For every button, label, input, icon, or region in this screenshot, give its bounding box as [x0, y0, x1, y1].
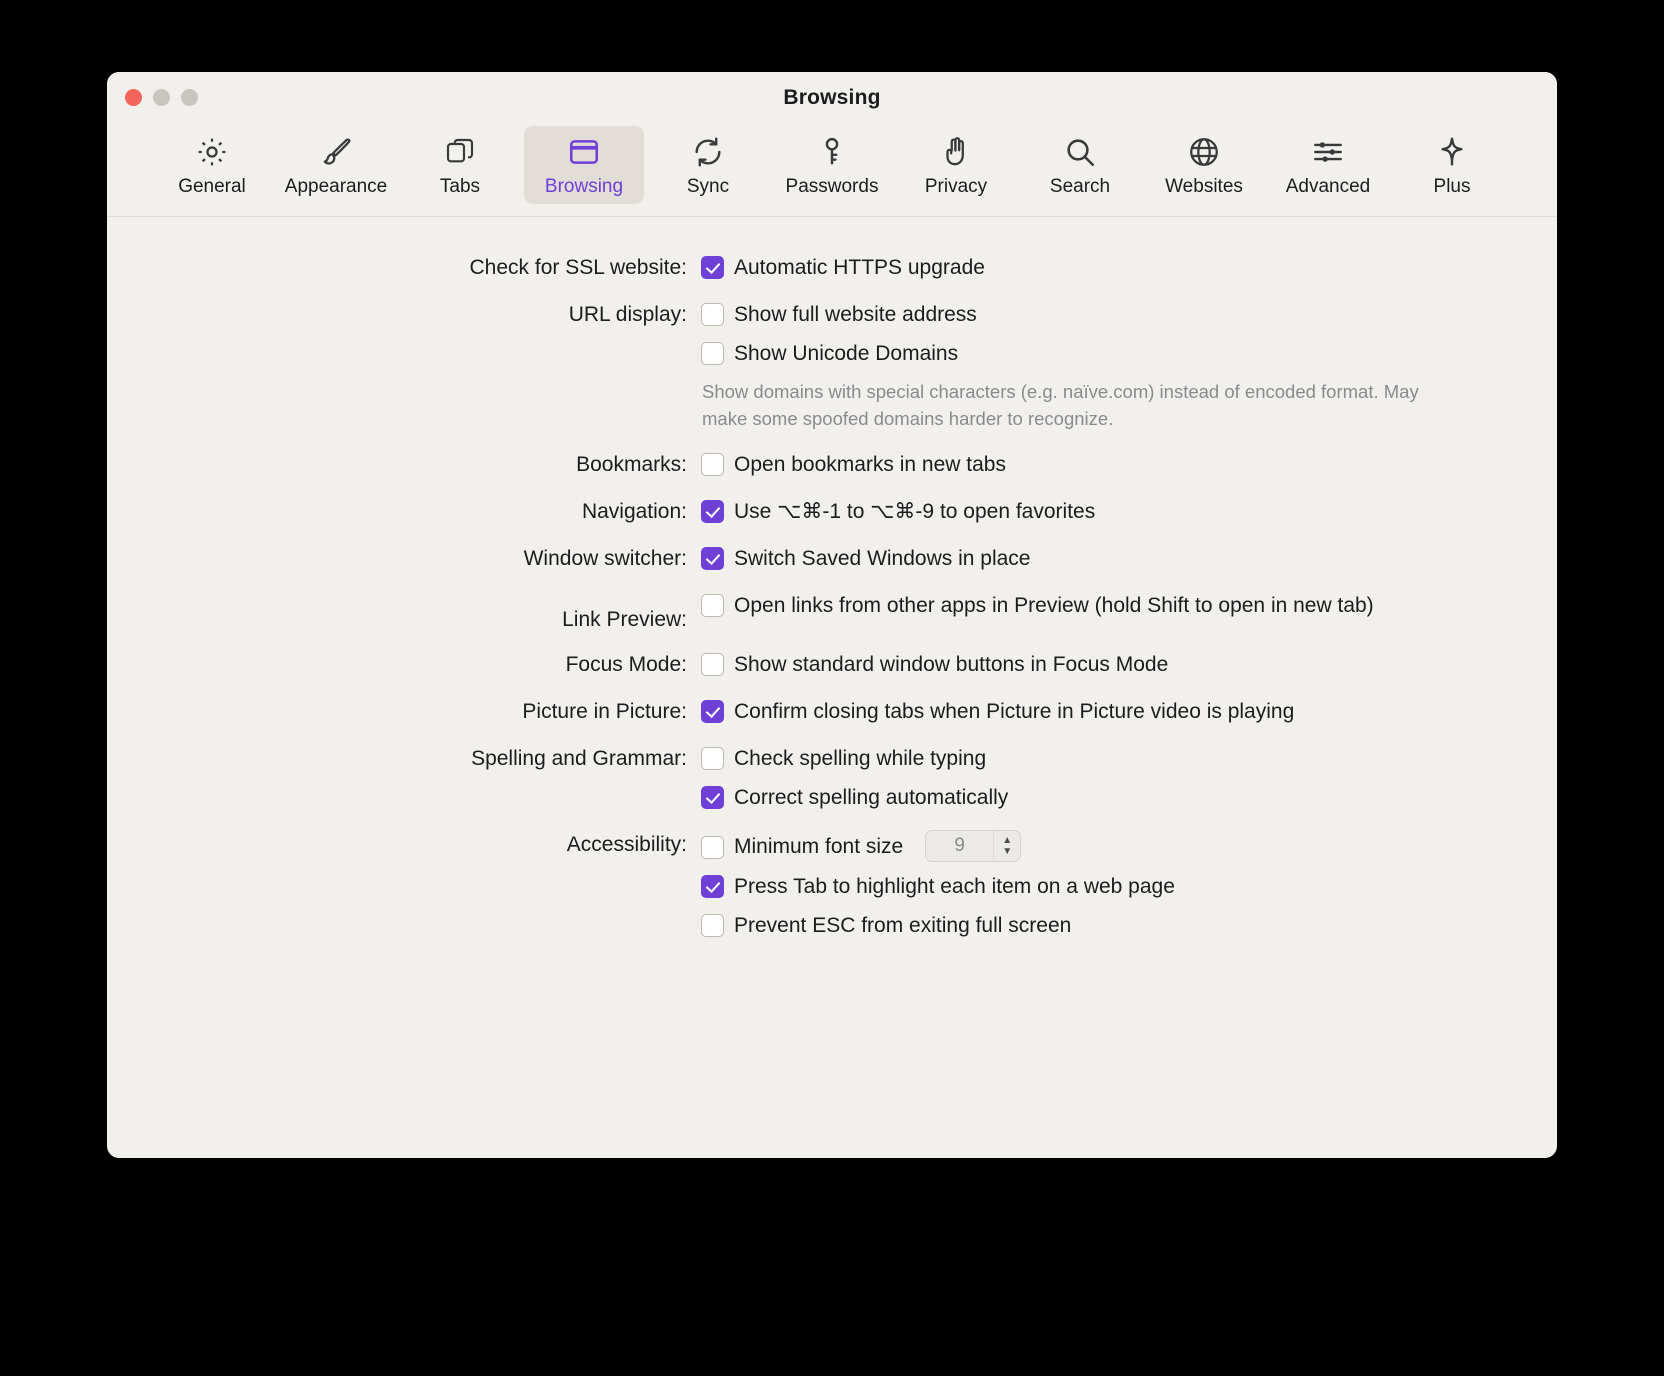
minimum-font-size-value[interactable]: 9	[954, 835, 965, 856]
checkbox-label: Open links from other apps in Preview (hold Shift to open in new tab)	[734, 594, 1374, 617]
url-display-label: URL display:	[568, 303, 687, 326]
checkbox-box[interactable]	[701, 836, 724, 859]
hand-raised-icon	[939, 134, 973, 170]
checkbox-label: Confirm closing tabs when Picture in Picture video is playing	[734, 700, 1295, 723]
checkbox-label: Use ⌥⌘-1 to ⌥⌘-9 to open favorites	[734, 500, 1096, 523]
setting-row-accessibility	[147, 830, 1517, 940]
navigation-label: Navigation:	[581, 500, 687, 523]
ssl-label: Check for SSL website:	[469, 256, 687, 279]
checkbox-box[interactable]	[701, 303, 724, 326]
tab-privacy[interactable]	[896, 126, 1016, 204]
checkbox-confirm-closing-pip-tabs[interactable]	[701, 697, 1501, 726]
checkbox-label: Open bookmarks in new tabs	[734, 453, 1006, 476]
checkbox-box[interactable]	[701, 914, 724, 937]
checkbox-minimum-font-size[interactable]	[701, 830, 1501, 862]
checkbox-label: Press Tab to highlight each item on a web page	[734, 875, 1175, 898]
minimize-window-button[interactable]	[153, 89, 170, 106]
checkbox-box[interactable]	[701, 747, 724, 770]
tab-privacy-label: Privacy	[924, 176, 988, 197]
checkbox-label: Show full website address	[734, 303, 977, 326]
tab-websites-label: Websites	[1165, 176, 1243, 197]
key-icon	[815, 134, 849, 170]
link-preview-label: Link Preview:	[562, 608, 687, 631]
setting-row-bookmarks	[147, 450, 1517, 479]
checkbox-press-tab-to-highlight[interactable]	[701, 872, 1501, 901]
picture-in-picture-label: Picture in Picture:	[522, 700, 687, 723]
checkbox-box[interactable]	[701, 547, 724, 570]
tab-websites[interactable]	[1144, 126, 1264, 204]
gear-icon	[195, 134, 229, 170]
sliders-icon	[1311, 134, 1345, 170]
checkbox-label: Automatic HTTPS upgrade	[734, 256, 985, 279]
paintbrush-icon	[319, 134, 353, 170]
checkbox-label: Correct spelling automatically	[734, 786, 1009, 809]
magnifier-icon	[1063, 134, 1097, 170]
tab-tabs[interactable]	[400, 126, 520, 204]
checkbox-show-standard-window-buttons[interactable]	[701, 650, 1501, 679]
minimum-font-size-stepper[interactable]	[925, 830, 1021, 862]
checkbox-box[interactable]	[701, 342, 724, 365]
tab-advanced[interactable]	[1268, 126, 1388, 204]
tab-appearance-label: Appearance	[284, 176, 388, 197]
preferences-toolbar[interactable]	[107, 124, 1557, 217]
checkbox-show-unicode-domains[interactable]	[701, 339, 1501, 368]
checkbox-correct-spelling-automatically[interactable]	[701, 783, 1501, 812]
checkbox-box[interactable]	[701, 875, 724, 898]
tab-general[interactable]	[152, 126, 272, 204]
setting-row-link-preview	[147, 591, 1517, 632]
setting-row-ssl	[147, 253, 1517, 282]
tab-sync[interactable]	[648, 126, 768, 204]
checkbox-label: Switch Saved Windows in place	[734, 547, 1031, 570]
preferences-window	[107, 72, 1557, 1158]
focus-mode-label: Focus Mode:	[565, 653, 687, 676]
setting-row-window-switcher	[147, 544, 1517, 573]
checkbox-label: Check spelling while typing	[734, 747, 987, 770]
checkbox-box[interactable]	[701, 256, 724, 279]
checkbox-label: Minimum font size	[734, 834, 904, 858]
tab-appearance[interactable]	[276, 126, 396, 204]
spelling-label: Spelling and Grammar:	[471, 747, 687, 770]
sparkle-icon	[1435, 134, 1469, 170]
tab-advanced-label: Advanced	[1285, 176, 1371, 197]
setting-row-navigation	[147, 497, 1517, 526]
checkbox-box[interactable]	[701, 500, 724, 523]
window-titlebar	[107, 72, 1557, 124]
checkbox-switch-saved-windows-in-place[interactable]	[701, 544, 1501, 573]
bookmarks-label: Bookmarks:	[576, 453, 687, 476]
checkbox-open-links-in-preview[interactable]	[701, 591, 1501, 620]
unicode-domains-hint: Show domains with special characters (e.g. naïve.com) instead of encoded format. May make some spoofed domains harder to recognize.	[702, 381, 1419, 429]
checkbox-box[interactable]	[701, 453, 724, 476]
globe-icon	[1187, 134, 1221, 170]
tab-plus-label: Plus	[1433, 176, 1471, 197]
checkbox-box[interactable]	[701, 700, 724, 723]
tab-general-label: General	[178, 176, 246, 197]
close-window-button[interactable]	[125, 89, 142, 106]
browsing-settings-panel	[107, 217, 1557, 940]
checkbox-open-bookmarks-in-new-tabs[interactable]	[701, 450, 1501, 479]
checkbox-check-spelling-while-typing[interactable]	[701, 744, 1501, 773]
checkbox-label: Show standard window buttons in Focus Mode	[734, 653, 1169, 676]
checkbox-show-full-website-address[interactable]	[701, 300, 1501, 329]
window-switcher-label: Window switcher:	[523, 547, 687, 570]
setting-row-focus-mode	[147, 650, 1517, 679]
tab-search[interactable]	[1020, 126, 1140, 204]
zoom-window-button[interactable]	[181, 89, 198, 106]
browser-window-icon	[567, 134, 601, 170]
checkbox-use-cmd-favorites[interactable]	[701, 497, 1501, 526]
traffic-light-buttons[interactable]	[125, 89, 198, 106]
tab-browsing-label: Browsing	[544, 176, 624, 197]
checkbox-box[interactable]	[701, 594, 724, 617]
checkbox-automatic-https-upgrade[interactable]	[701, 253, 1501, 282]
setting-row-url-display	[147, 300, 1517, 432]
checkbox-prevent-esc-exit-full-screen[interactable]	[701, 911, 1501, 940]
stepper-arrows-icon[interactable]: ▲ ▼	[993, 831, 1020, 861]
checkbox-box[interactable]	[701, 786, 724, 809]
tab-browsing[interactable]	[524, 126, 644, 204]
tab-search-label: Search	[1049, 176, 1111, 197]
checkbox-box[interactable]	[701, 653, 724, 676]
tab-passwords-label: Passwords	[785, 176, 879, 197]
setting-row-spelling	[147, 744, 1517, 812]
tab-passwords[interactable]	[772, 126, 892, 204]
accessibility-label: Accessibility:	[566, 833, 687, 856]
sync-arrows-icon	[691, 134, 725, 170]
checkbox-label: Prevent ESC from exiting full screen	[734, 914, 1072, 937]
tab-tabs-label: Tabs	[439, 176, 481, 197]
checkbox-label: Show Unicode Domains	[734, 342, 959, 365]
window-title: Browsing	[783, 86, 881, 109]
tabs-icon	[444, 134, 476, 170]
setting-row-picture-in-picture	[147, 697, 1517, 726]
tab-sync-label: Sync	[686, 176, 730, 197]
tab-plus[interactable]	[1392, 126, 1512, 204]
